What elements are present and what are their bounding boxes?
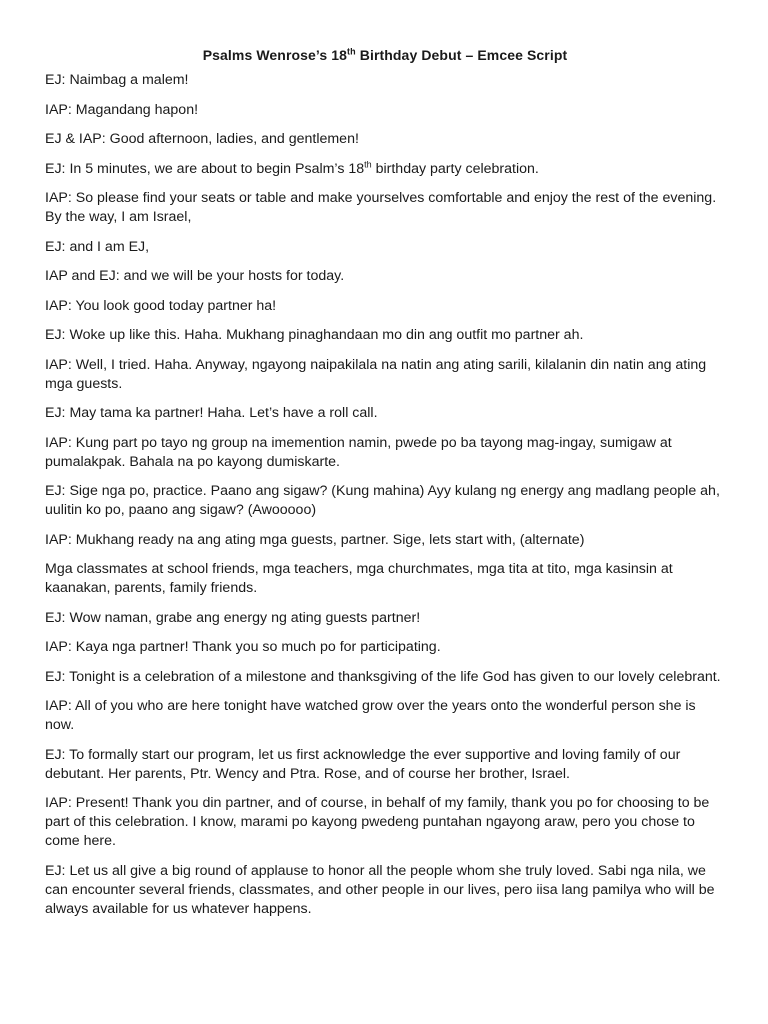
script-line: EJ: Woke up like this. Haha. Mukhang pinaghandaan mo din ang outfit mo partner ah. (45, 327, 584, 343)
title-text-end: Birthday Debut – Emcee Script (355, 47, 568, 63)
script-line: IAP: Present! Thank you din partner, and of course, in behalf of my family, thank you po for choosing to be part of this celebration. I know, marami po kayong pwedeng puntahan ngayong araw, pero you chose to come here. (45, 795, 710, 849)
script-line: EJ: Let us all give a big round of applause to honor all the people whom she truly loved. Sabi nga nila, we can encounter several friends, classmates, and other people in our lives, pero iisa lang pamilya who will be always available for us whatever happens. (45, 862, 715, 917)
script-line: IAP and EJ: and we will be your hosts for today. (45, 268, 345, 284)
script-line: IAP: Magandang hapon! (45, 101, 199, 118)
script-line: Mga classmates at school friends, mga teachers, mga churchmates, mga tita at tito, mga kasinsin at kaanakan, parents, family friends. (45, 561, 673, 596)
script-line: IAP: You look good today partner ha! (45, 297, 277, 314)
script-line-superscript: th (364, 158, 372, 169)
script-line: EJ: Sige nga po, practice. Paano ang sigaw? (Kung mahina) Ayy kulang ng energy ang madlang people ah, uulitin ko po, paano ang sigaw? (Awooooo) (45, 483, 720, 518)
document-title (45, 45, 725, 65)
script-line-start: EJ: In 5 minutes, we are about to begin Psalm’s 18 (45, 160, 365, 177)
script-line-end: birthday party celebration. (371, 160, 539, 177)
script-line: IAP: Kaya nga partner! Thank you so much po for participating. (45, 639, 441, 655)
document-page (45, 45, 725, 929)
script-line: IAP: So please find your seats or table and make yourselves comfortable and enjoy the rest of the evening. By the way, I am Israel, (45, 190, 717, 225)
script-line: EJ: Wow naman, grabe ang energy ng ating guests partner! (45, 609, 421, 626)
script-line: EJ: Tonight is a celebration of a milestone and thanksgiving of the life God has given to our lovely celebrant. (45, 668, 721, 685)
script-line: EJ: May tama ka partner! Haha. Let’s have a roll call. (45, 405, 378, 421)
script-line: IAP: Mukhang ready na ang ating mga guests, partner. Sige, lets start with, (alternate) (45, 531, 585, 548)
script-line: IAP: All of you who are here tonight have watched grow over the years onto the wonderful person she is now. (45, 698, 696, 733)
title-text-start: Psalms Wenrose’s 18 (202, 47, 348, 63)
script-line: EJ: To formally start our program, let us first acknowledge the ever supportive and loving family of our debutant. Her parents, Ptr. Wency and Ptra. Rose, and of course her brother, Israel. (45, 746, 681, 782)
script-line: EJ: Naimbag a malem! (45, 72, 189, 88)
script-line: IAP: Kung part po tayo ng group na imemention namin, pwede po ba tayong mag-ingay, sumigaw at pumalakpak. Bahala na po kayong dumiskarte. (45, 434, 672, 470)
script-line: EJ: and I am EJ, (45, 238, 150, 255)
script-line (45, 160, 725, 179)
title-superscript: th (347, 46, 356, 57)
script-line: IAP: Well, I tried. Haha. Anyway, ngayong naipakilala na natin ang ating sarili, kilalanin din natin ang ating mga guests. (45, 356, 707, 392)
script-line: EJ & IAP: Good afternoon, ladies, and gentlemen! (45, 131, 359, 147)
